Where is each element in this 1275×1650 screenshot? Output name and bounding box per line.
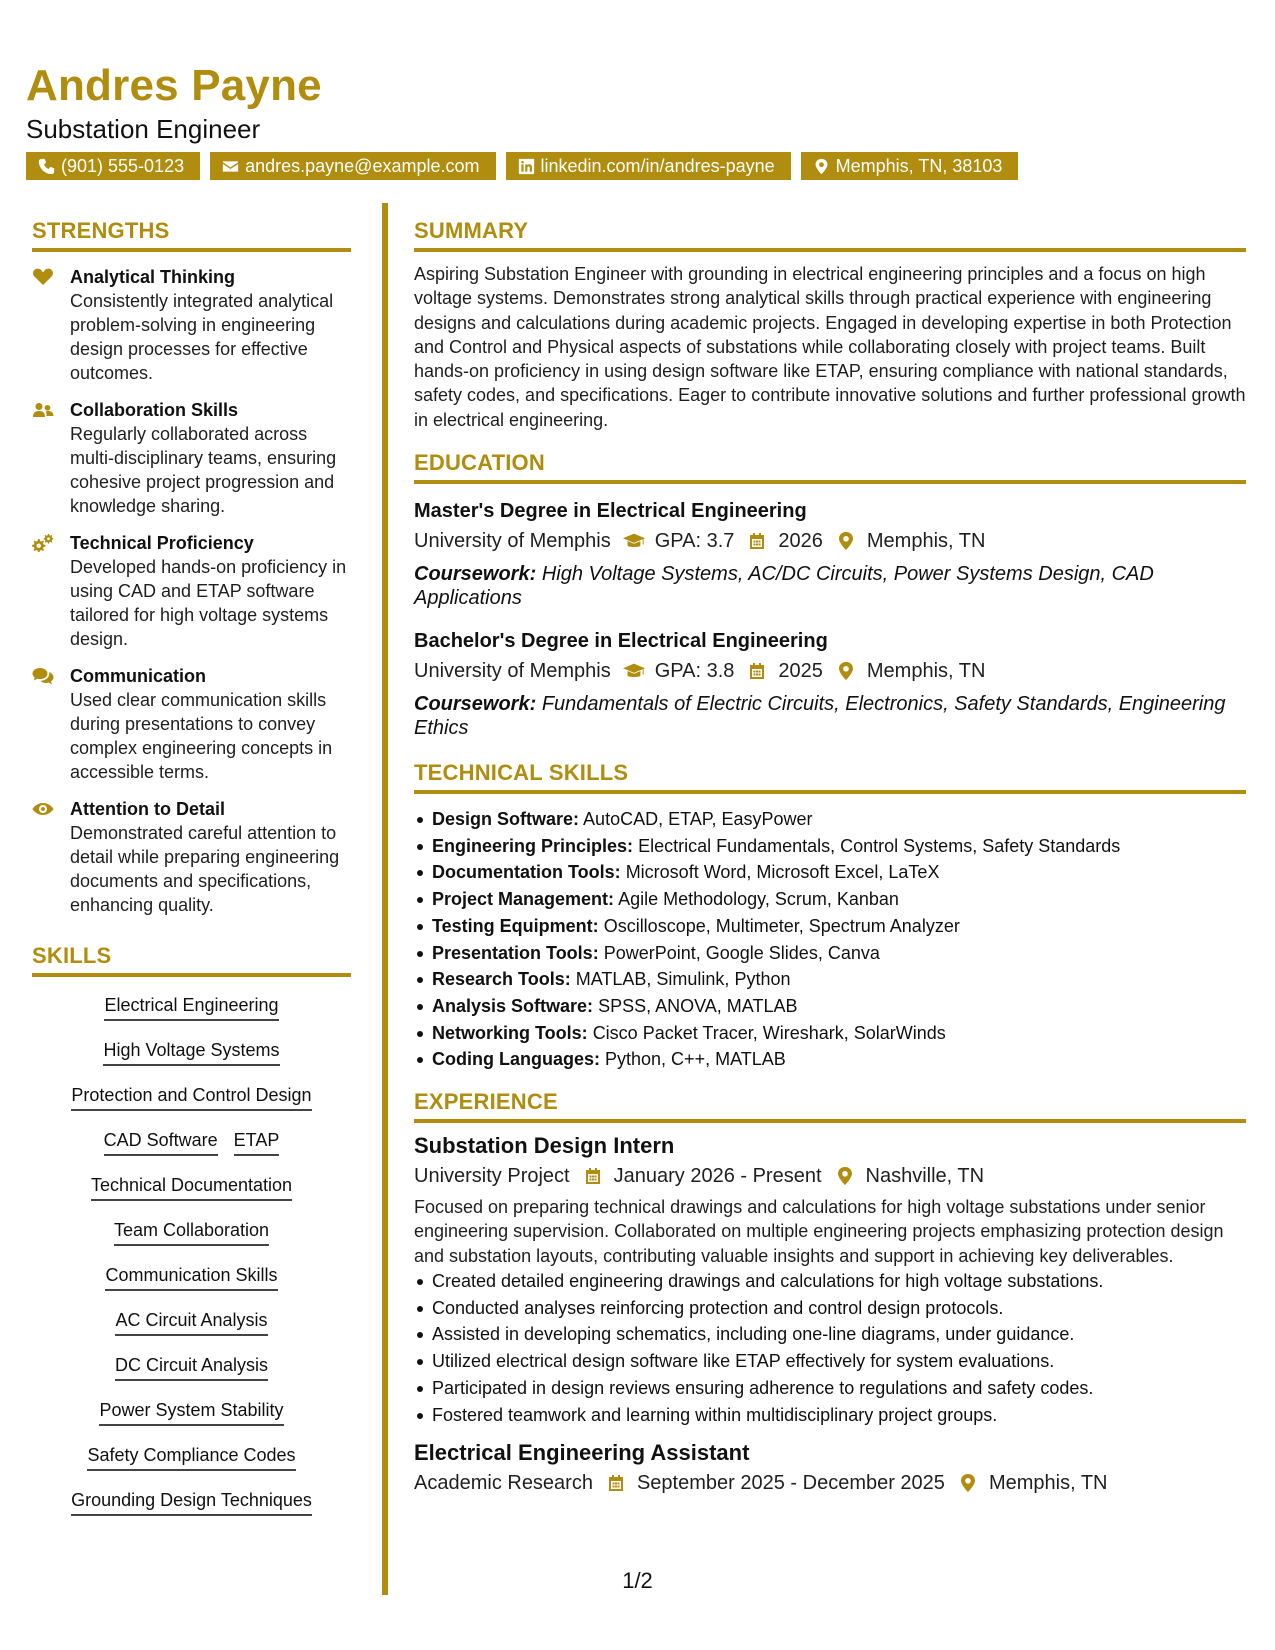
skill-values: Python, C++, MATLAB <box>605 1049 786 1070</box>
skill-tag: Electrical Engineering <box>104 993 278 1021</box>
skill-category: Research Tools: <box>432 969 571 990</box>
coursework-label: Coursework: <box>414 563 537 586</box>
strength-name: Attention to Detail <box>70 799 225 819</box>
skill-tag: DC Circuit Analysis <box>115 1353 268 1381</box>
education-meta <box>414 526 1246 556</box>
strength-name: Communication <box>70 666 207 686</box>
skill-category: Networking Tools: <box>432 1022 588 1043</box>
coursework <box>414 692 1246 740</box>
experience-entry <box>414 1438 1246 1498</box>
list-item <box>414 913 1246 940</box>
list-item: Participated in design reviews ensuring adherence to regulations and safety codes. <box>414 1375 1246 1402</box>
linkedin-text: linkedin.com/in/andres-payne <box>540 156 775 176</box>
gpa: GPA: 3.7 <box>654 530 735 553</box>
list-item <box>414 993 1246 1020</box>
degree-title: Master's Degree in Electrical Engineering <box>414 500 807 523</box>
gpa: GPA: 3.8 <box>654 660 735 683</box>
summary-text: Aspiring Substation Engineer with grounding in electrical engineering principles and a focus on high voltage systems. Demonstrates strong analytical skills through practical experience with engineering designs and calculations during academic projects. Engaged in developing expertise in both Protection and Control and Physical aspects of substations while collaborating closely with project teams. Built hands-on proficiency in using design software like ETAP, ensuring compliance with national standards, safety codes, and specifications. Eager to contribute innovative solutions and further professional growth in electrical engineering. <box>414 264 1246 430</box>
strength-name: Collaboration Skills <box>70 400 239 420</box>
graduation-cap-icon <box>623 531 645 551</box>
job-summary: Focused on preparing technical drawings and calculations for high voltage substations under senior engineering supervision. Collaborated on multiple engineering projects emphasizing protection design and substation layouts, contributing valuable insights and support in achieving key deliverables. <box>414 1197 1224 1266</box>
skill-values: SPSS, ANOVA, MATLAB <box>598 996 798 1016</box>
phone-text: (901) 555-0123 <box>61 156 185 176</box>
calendar-icon <box>582 1166 604 1186</box>
job-title: Substation Design Intern <box>414 1133 675 1159</box>
phone-contact[interactable] <box>26 152 200 180</box>
job-bullets <box>414 1268 1246 1428</box>
job-title: Electrical Engineering Assistant <box>414 1440 750 1466</box>
coursework <box>414 562 1246 610</box>
list-item <box>414 886 1246 913</box>
list-item: Fostered teamwork and learning within multidisciplinary project groups. <box>414 1402 1246 1429</box>
location-text: Memphis, TN, 38103 <box>835 156 1003 176</box>
graduation-cap-icon <box>623 661 645 681</box>
skill-tag: Safety Compliance Codes <box>87 1443 295 1471</box>
list-item <box>414 1020 1246 1047</box>
list-item <box>414 833 1246 860</box>
coursework-label: Coursework: <box>414 693 537 716</box>
strength-description: Developed hands-on proficiency in using CAD and ETAP software tailored for high voltage systems design. <box>70 557 347 649</box>
comments-icon <box>32 667 54 685</box>
email-text: andres.payne@example.com <box>245 156 480 176</box>
candidate-name: Andres Payne <box>26 61 322 110</box>
contact-bar <box>26 152 1018 180</box>
strengths-heading: STRENGTHS <box>32 218 351 252</box>
strength-item <box>32 398 351 518</box>
skill-category: Coding Languages: <box>432 1049 600 1070</box>
skill-values: Cisco Packet Tracer, Wireshark, SolarWinds <box>592 1022 946 1043</box>
list-item: Utilized electrical design software like ETAP effectively for system evaluations. <box>414 1348 1246 1375</box>
school-name: University of Memphis <box>414 660 611 683</box>
experience-entry <box>414 1131 1246 1428</box>
skill-tag: AC Circuit Analysis <box>115 1308 267 1336</box>
resume-header <box>26 60 322 144</box>
experience-heading: EXPERIENCE <box>414 1089 1246 1123</box>
graduation-year: 2025 <box>778 660 823 683</box>
coursework-list: High Voltage Systems, AC/DC Circuits, Power Systems Design, CAD Applications <box>414 563 1154 610</box>
skill-tag: Technical Documentation <box>91 1173 292 1201</box>
skill-category: Documentation Tools: <box>432 862 621 883</box>
list-item: Assisted in developing schematics, including one-line diagrams, under guidance. <box>414 1321 1246 1348</box>
strength-name: Technical Proficiency <box>70 533 254 553</box>
school-location: Memphis, TN <box>866 660 986 683</box>
job-location: Memphis, TN <box>988 1472 1108 1495</box>
technical-skills-heading: TECHNICAL SKILLS <box>414 760 1246 794</box>
linkedin-icon <box>518 158 535 175</box>
job-location: Nashville, TN <box>865 1165 985 1188</box>
skill-category: Presentation Tools: <box>432 942 599 963</box>
list-item <box>414 940 1246 967</box>
strength-item <box>32 797 351 917</box>
skill-category: Project Management: <box>432 889 615 910</box>
map-pin-icon <box>835 661 857 681</box>
organization: Academic Research <box>414 1472 593 1495</box>
email-contact[interactable] <box>210 152 495 180</box>
graduation-year: 2026 <box>778 530 823 553</box>
education-entry <box>414 628 1246 740</box>
skill-tag: Protection and Control Design <box>71 1083 311 1111</box>
education-meta <box>414 656 1246 686</box>
strength-item <box>32 265 351 385</box>
coursework-list: Fundamentals of Electric Circuits, Electronics, Safety Standards, Engineering Ethics <box>414 693 1226 740</box>
skill-tag: Power System Stability <box>99 1398 283 1426</box>
skill-values: AutoCAD, ETAP, EasyPower <box>583 809 813 830</box>
degree-title: Bachelor's Degree in Electrical Engineering <box>414 630 828 653</box>
strength-item <box>32 664 351 784</box>
job-dates: September 2025 - December 2025 <box>636 1472 945 1495</box>
list-item: Created detailed engineering drawings and calculations for high voltage substations. <box>414 1268 1246 1295</box>
education-heading: EDUCATION <box>414 450 1246 484</box>
skill-category: Engineering Principles: <box>432 835 634 856</box>
skill-values: PowerPoint, Google Slides, Canva <box>603 942 880 963</box>
page-number: 1/2 <box>622 1568 653 1593</box>
list-item <box>414 859 1246 886</box>
right-column <box>414 218 1246 1498</box>
school-location: Memphis, TN <box>866 530 986 553</box>
summary-heading: SUMMARY <box>414 218 1246 252</box>
eye-icon <box>32 800 54 818</box>
map-pin-icon <box>834 1166 856 1186</box>
list-item <box>414 1046 1246 1073</box>
calendar-icon <box>746 661 768 681</box>
users-icon <box>32 401 54 419</box>
skill-tag: High Voltage Systems <box>103 1038 279 1066</box>
skill-tag: Communication Skills <box>105 1263 277 1291</box>
skill-values: Electrical Fundamentals, Control Systems, Safety Standards <box>638 835 1121 856</box>
skill-values: Microsoft Word, Microsoft Excel, LaTeX <box>625 862 940 883</box>
job-meta <box>414 1468 1246 1498</box>
skill-values: Agile Methodology, Scrum, Kanban <box>618 889 899 910</box>
strength-description: Regularly collaborated across multi-disciplinary teams, ensuring cohesive project progression and knowledge sharing. <box>70 424 337 516</box>
technical-skills-list <box>414 806 1246 1073</box>
envelope-icon <box>222 158 239 175</box>
skill-values: Oscilloscope, Multimeter, Spectrum Analyzer <box>603 915 960 936</box>
skill-category: Analysis Software: <box>432 996 594 1016</box>
skill-tag: Team Collaboration <box>114 1218 269 1246</box>
left-column <box>32 218 351 1533</box>
gears-icon <box>32 534 54 552</box>
strength-description: Demonstrated careful attention to detail while preparing engineering documents and specifications, enhancing quality. <box>70 823 340 915</box>
skill-category: Design Software: <box>432 809 580 830</box>
skill-tag: ETAP <box>234 1128 280 1156</box>
linkedin-contact[interactable] <box>506 152 791 180</box>
calendar-icon <box>605 1473 627 1493</box>
map-pin-icon <box>957 1473 979 1493</box>
list-item <box>414 966 1246 993</box>
strength-item <box>32 531 351 651</box>
candidate-title: Substation Engineer <box>26 114 261 144</box>
list-item <box>414 806 1246 833</box>
skill-tag: CAD Software <box>104 1128 218 1156</box>
strength-description: Used clear communication skills during presentations to convey complex engineering concepts in accessible terms. <box>70 690 333 782</box>
organization: University Project <box>414 1165 570 1188</box>
phone-icon <box>38 158 55 175</box>
school-name: University of Memphis <box>414 530 611 553</box>
skill-category: Testing Equipment: <box>432 915 599 936</box>
skill-tag: Grounding Design Techniques <box>71 1488 312 1516</box>
skills-list <box>32 993 351 1533</box>
strength-name: Analytical Thinking <box>70 267 236 287</box>
skill-values: MATLAB, Simulink, Python <box>575 969 791 990</box>
education-entry <box>414 498 1246 610</box>
calendar-icon <box>746 531 768 551</box>
list-item: Conducted analyses reinforcing protection and control design protocols. <box>414 1295 1246 1322</box>
column-divider <box>382 203 388 1595</box>
map-pin-icon <box>835 531 857 551</box>
map-pin-icon <box>813 158 830 175</box>
strength-description: Consistently integrated analytical problem-solving in engineering design processes for effective outcomes. <box>70 291 334 383</box>
skills-heading: SKILLS <box>32 943 351 977</box>
heart-icon <box>32 268 54 286</box>
job-meta <box>414 1161 1246 1191</box>
location-contact <box>801 152 1019 180</box>
job-dates: January 2026 - Present <box>613 1165 822 1188</box>
